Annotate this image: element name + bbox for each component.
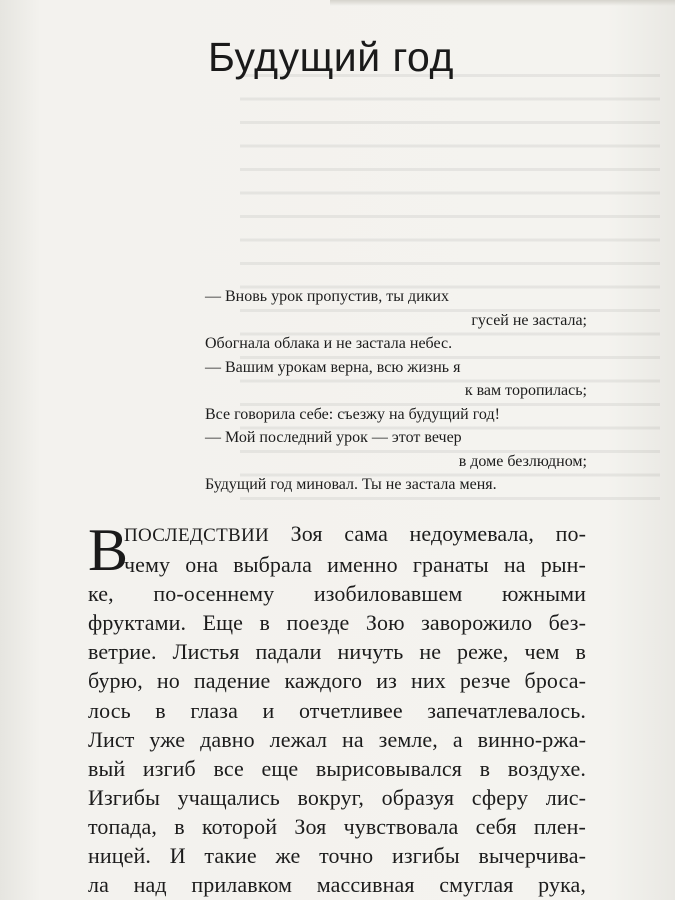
poem-line: — Вашим урокам верна, всю жизнь я xyxy=(205,358,461,376)
prose-line: ницей. И такие же точно изгибы вычерчива- xyxy=(88,843,586,869)
poem-line: Будущий год миновал. Ты не застала меня. xyxy=(205,476,497,493)
prose-line: Лист уже давно лежал на земле, а винно-ржа- xyxy=(88,726,586,752)
poem-line: — Мой последний урок — этот вечер xyxy=(205,429,462,446)
poem-line: в доме безлюдном; xyxy=(458,452,587,470)
first-word-smallcaps: ПОСЛЕДСТВИИ xyxy=(124,525,270,546)
prose-line: ветрие. Листья падали ничуть не реже, чем в xyxy=(88,639,586,665)
prose-line: бурю, но падение каждого из них резче броса- xyxy=(88,668,586,694)
poem-line: к вам торопилась; xyxy=(464,382,587,399)
prose-lines xyxy=(88,579,586,899)
chapter-title: Будущий год xyxy=(208,34,454,80)
prose-line: ла над прилавком массивная смуглая рука, xyxy=(88,872,586,898)
first-line-rest: Зоя сама недоумевала, по- xyxy=(269,521,586,546)
drop-cap: В xyxy=(88,517,129,583)
poem-line: — Вновь урок пропустив, ты диких xyxy=(205,288,449,305)
prose-line: фруктами. Еще в поезде Зою заворожило без- xyxy=(88,610,586,636)
epigraph-poem xyxy=(205,285,587,497)
prose-line-2: чему она выбрала именно гранаты на рын- xyxy=(124,552,586,578)
prose-line: Изгибы учащались вокруг, образуя сферу лис- xyxy=(88,784,586,810)
poem-line: Обогнала облака и не застала небес. xyxy=(205,335,453,352)
poem-line: Все говорила себе: съезжу на будущий год! xyxy=(205,405,500,423)
prose-line: лось в глаза и отчетливее запечатлевалось. xyxy=(88,697,586,723)
poem-line: гусей не застала; xyxy=(471,311,587,329)
body-text xyxy=(88,519,586,899)
drop-cap-paragraph-start xyxy=(88,517,586,583)
prose-line-1 xyxy=(88,519,586,550)
prose-line: ке, по-осеннему изобиловавшем южными xyxy=(88,581,586,607)
prose-line: топада, в которой Зоя чувствовала себя плен- xyxy=(88,813,586,839)
prose-line: вый изгиб все еще вырисовывался в воздухе. xyxy=(88,755,586,781)
page-top-edge-shadow xyxy=(330,0,675,6)
